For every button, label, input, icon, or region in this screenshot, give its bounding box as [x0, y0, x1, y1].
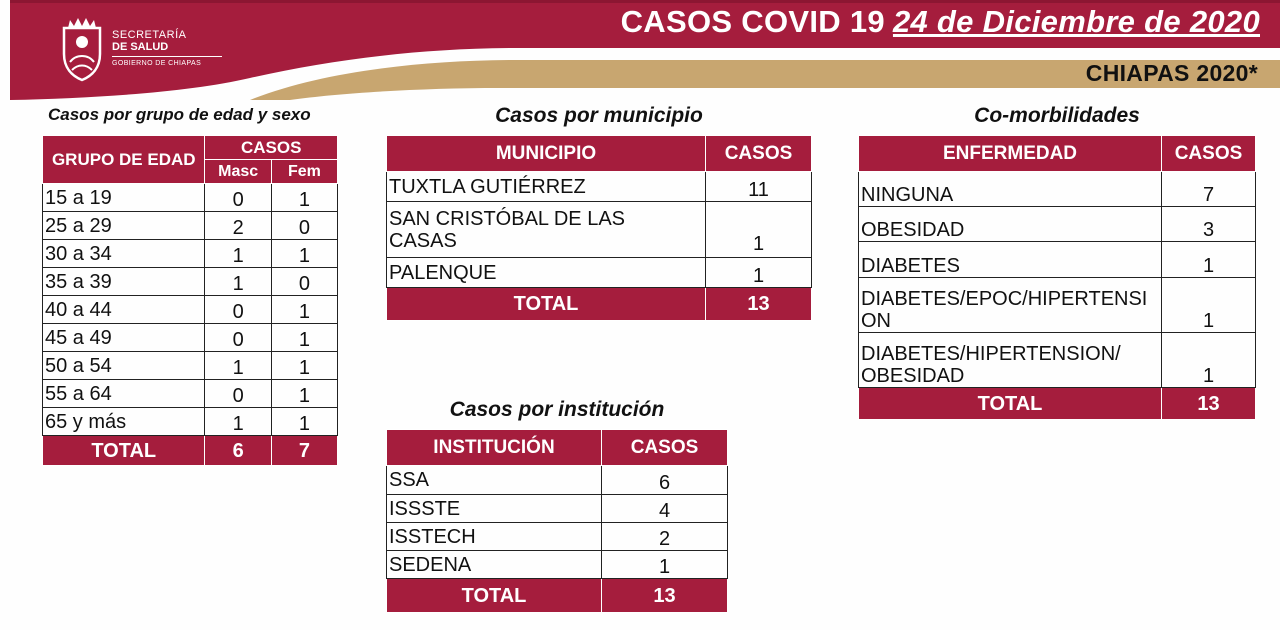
- age-group-cell: 35 a 39: [43, 268, 205, 296]
- cases-cell: 4: [602, 495, 728, 523]
- municipio-cell: PALENQUE: [387, 258, 706, 288]
- page-title: [621, 4, 1260, 40]
- title-date: 24 de Diciembre de 2020: [892, 4, 1260, 39]
- table-row: [859, 172, 1256, 207]
- title-text: CASOS COVID 19: [620, 4, 885, 39]
- masc-header: Masc: [205, 160, 271, 184]
- table-row: [43, 268, 338, 296]
- total-value: 13: [602, 579, 728, 613]
- age-group-cell: 50 a 54: [43, 352, 205, 380]
- table-row: [43, 184, 338, 212]
- comorbilidades-title: Co-morbilidades: [974, 104, 1140, 127]
- masc-cell: 0: [205, 380, 271, 408]
- cases-cell: 1: [706, 258, 812, 288]
- cases-cell: 1: [602, 551, 728, 579]
- total-label: TOTAL: [43, 436, 205, 466]
- total-label: TOTAL: [387, 579, 602, 613]
- masc-cell: 1: [205, 408, 271, 436]
- age-group-cell: 15 a 19: [43, 184, 205, 212]
- age-sex-table: [42, 135, 338, 466]
- municipio-header: MUNICIPIO: [387, 136, 706, 172]
- total-label: TOTAL: [859, 388, 1162, 420]
- fem-cell: 1: [271, 296, 337, 324]
- table-row: [387, 202, 812, 258]
- fem-cell: 1: [271, 352, 337, 380]
- logo-line-3: GOBIERNO DE CHIAPAS: [112, 59, 202, 67]
- age-group-cell: 45 a 49: [43, 324, 205, 352]
- secretaria-salud-logo: [58, 14, 222, 82]
- cases-cell: 7: [1162, 172, 1256, 207]
- institucion-header: INSTITUCIÓN: [387, 430, 602, 466]
- total-value: 13: [706, 288, 812, 321]
- table-row: [859, 333, 1256, 388]
- enfermedad-cell: DIABETES: [859, 242, 1162, 278]
- total-row: [43, 436, 338, 466]
- municipio-cell: TUXTLA GUTIÉRREZ: [387, 172, 706, 202]
- fem-cell: 1: [271, 324, 337, 352]
- enfermedad-cell: DIABETES/HIPERTENSION/ OBESIDAD: [859, 333, 1162, 388]
- masc-cell: 1: [205, 268, 271, 296]
- table-row: [387, 258, 812, 288]
- fem-cell: 1: [271, 408, 337, 436]
- institucion-cell: ISSTECH: [387, 523, 602, 551]
- age-group-cell: 30 a 34: [43, 240, 205, 268]
- table-row: [387, 551, 728, 579]
- coat-of-arms-icon: [58, 14, 106, 82]
- total-fem: 7: [271, 436, 337, 466]
- logo-line-2: DE SALUD: [112, 40, 169, 53]
- logo-line-1: SECRETARÍA: [112, 28, 187, 41]
- municipio-table: [386, 135, 812, 321]
- enfermedad-cell: DIABETES/EPOC/HIPERTENSION: [859, 278, 1162, 333]
- total-masc: 6: [205, 436, 271, 466]
- cases-cell: 11: [706, 172, 812, 202]
- table-row: [43, 380, 338, 408]
- municipio-title: Casos por municipio: [495, 104, 703, 127]
- masc-cell: 1: [205, 240, 271, 268]
- municipio-cell: SAN CRISTÓBAL DE LAS CASAS: [387, 202, 706, 258]
- table-row: [43, 324, 338, 352]
- total-row: [387, 579, 728, 613]
- enfermedad-header: ENFERMEDAD: [859, 136, 1162, 172]
- masc-cell: 0: [205, 296, 271, 324]
- logo-divider: [112, 56, 222, 57]
- table-row: [859, 242, 1256, 278]
- fem-cell: 0: [271, 212, 337, 240]
- cases-cell: 2: [602, 523, 728, 551]
- fem-header: Fem: [271, 160, 337, 184]
- total-row: [859, 388, 1256, 420]
- masc-cell: 1: [205, 352, 271, 380]
- cases-cell: 3: [1162, 207, 1256, 242]
- table-row: [387, 172, 812, 202]
- cases-cell: 6: [602, 466, 728, 495]
- cases-header: CASOS: [1162, 136, 1256, 172]
- fem-cell: 1: [271, 240, 337, 268]
- masc-cell: 0: [205, 184, 271, 212]
- cases-header: CASOS: [205, 136, 338, 160]
- table-row: [387, 466, 728, 495]
- table-row: [43, 408, 338, 436]
- institucion-table: [386, 429, 728, 613]
- age-group-header: GRUPO DE EDAD: [43, 136, 205, 184]
- fem-cell: 1: [271, 184, 337, 212]
- institucion-cell: ISSSTE: [387, 495, 602, 523]
- enfermedad-cell: OBESIDAD: [859, 207, 1162, 242]
- total-row: [387, 288, 812, 321]
- cases-cell: 1: [1162, 278, 1256, 333]
- age-group-cell: 25 a 29: [43, 212, 205, 240]
- age-sex-title: Casos por grupo de edad y sexo: [48, 105, 311, 124]
- cases-cell: 1: [1162, 242, 1256, 278]
- institucion-cell: SSA: [387, 466, 602, 495]
- cases-cell: 1: [1162, 333, 1256, 388]
- institucion-title: Casos por institución: [449, 398, 665, 421]
- table-row: [43, 352, 338, 380]
- fem-cell: 1: [271, 380, 337, 408]
- table-row: [43, 296, 338, 324]
- page-subtitle: CHIAPAS 2020*: [1085, 60, 1258, 86]
- table-row: [859, 207, 1256, 242]
- total-value: 13: [1162, 388, 1256, 420]
- cases-cell: 1: [706, 202, 812, 258]
- table-row: [387, 523, 728, 551]
- cases-header: CASOS: [706, 136, 812, 172]
- table-row: [387, 495, 728, 523]
- fem-cell: 0: [271, 268, 337, 296]
- masc-cell: 2: [205, 212, 271, 240]
- enfermedad-cell: NINGUNA: [859, 172, 1162, 207]
- table-row: [43, 240, 338, 268]
- masc-cell: 0: [205, 324, 271, 352]
- cases-header: CASOS: [602, 430, 728, 466]
- total-label: TOTAL: [387, 288, 706, 321]
- table-row: [43, 212, 338, 240]
- comorbilidades-table: [858, 135, 1256, 420]
- table-row: [859, 278, 1256, 333]
- age-group-cell: 55 a 64: [43, 380, 205, 408]
- age-group-cell: 65 y más: [43, 408, 205, 436]
- institucion-cell: SEDENA: [387, 551, 602, 579]
- age-group-cell: 40 a 44: [43, 296, 205, 324]
